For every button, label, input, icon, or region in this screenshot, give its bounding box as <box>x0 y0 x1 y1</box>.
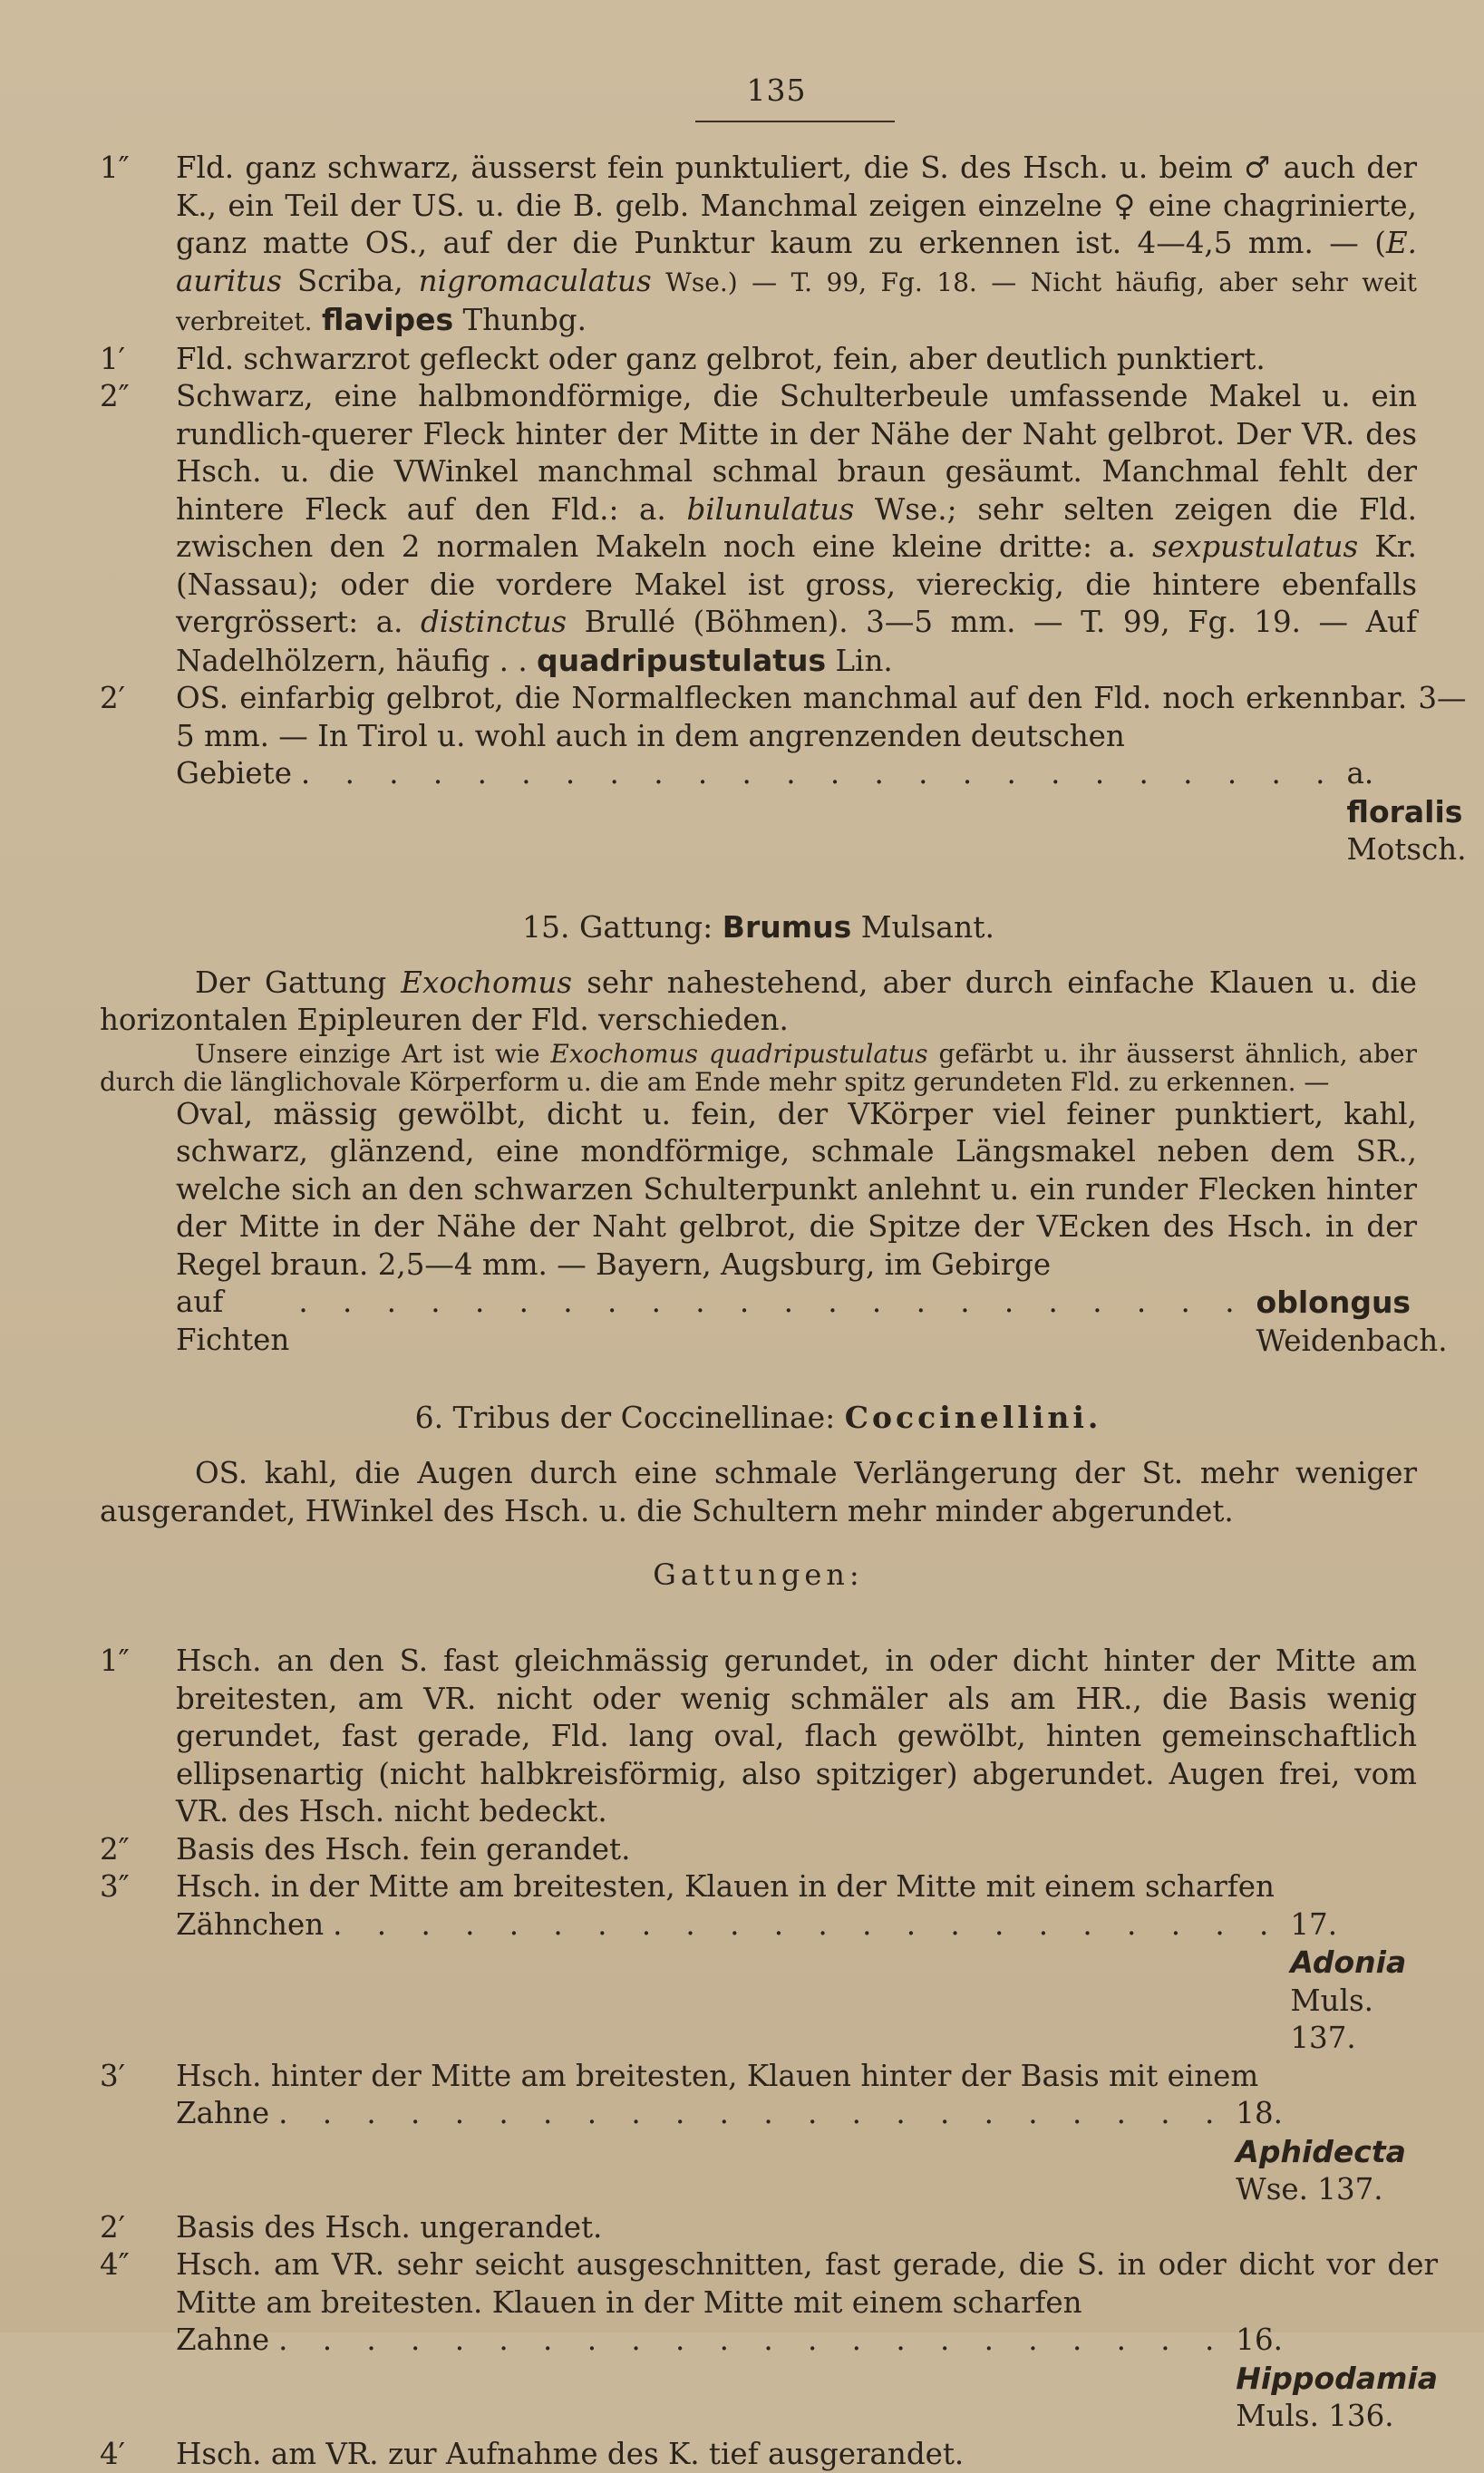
genus-key-7 <box>100 2436 1417 2473</box>
leader-dots: . . . . . . . . . . . . . . . . . . . . . . <box>278 2322 1227 2436</box>
key-entry-2 <box>100 341 1417 379</box>
key-number: 4′ <box>100 2436 176 2473</box>
key-number: 2′ <box>100 2209 176 2247</box>
key-text: Basis des Hsch. fein gerandet. <box>176 1831 1417 1869</box>
species-author: Motsch. <box>1346 832 1466 867</box>
key-number: 2′ <box>100 680 176 869</box>
species-name: oblongus <box>1256 1285 1411 1320</box>
key-text: Hsch. in der Mitte am breitesten, Klauen in der Mitte mit einem scharfen Zähnchen . . . . . . . . . . . . . . . . . . . . . . 17. Adonia Muls. 137. <box>176 1868 1417 2058</box>
key-text: Schwarz, eine halbmondförmige, die Schulterbeule umfassende Makel u. ein rundlich-querer Fleck hinter der Mitte in der Nähe der Naht gelbrot. Der VR. des Hsch. u. die VWinkel manchmal schmal braun gesäumt. Manchmal fehlt der hintere Fleck auf den Fld.: a. bilunulatus Wse.; sehr selten zeigen die Fld. zwischen den 2 normalen Makeln noch eine kleine dritte: a. sexpustulatus Kr. (Nassau); oder die vordere Makel ist gross, viereckig, die hintere ebenfalls vergrössert: a. distinctus Brullé (Böhmen). 3—5 mm. — T. 99, Fg. 19. — Auf Nadelhölzern, häufig . . quadripustulatus Lin. <box>176 378 1417 680</box>
page-number: 135 <box>136 73 1417 108</box>
genus-name: Aphidecta <box>1236 2134 1406 2169</box>
genus-key-5 <box>100 2209 1417 2247</box>
header-rule <box>695 121 895 122</box>
key-text: OS. einfarbig gelbrot, die Normalflecken manchmal auf den Fld. noch erkennbar. 3—5 mm. — In Tirol u. wohl auch in dem angrenzenden deutschen Gebiete . . . . . . . . . . . . . . . . . . . . . . . . a. floralis Motsch. <box>176 680 1467 869</box>
key-number: 1″ <box>100 150 176 341</box>
tribe-description: OS. kahl, die Augen durch eine schmale Verlängerung der St. mehr weniger ausgerandet, HWinkel des Hsch. u. die Schultern mehr minder abgerundet. <box>100 1455 1417 1530</box>
leader-dots: . . . . . . . . . . . . . . . . . . . . . . . . <box>301 755 1338 869</box>
key-text: Fld. schwarzrot gefleckt oder ganz gelbrot, fein, aber deutlich punktiert. <box>176 341 1417 379</box>
species-author: Lin. <box>835 644 892 678</box>
key-number: 2″ <box>100 1831 176 1869</box>
key-text: Hsch. hinter der Mitte am breitesten, Klauen hinter der Basis mit einem Zahne . . . . . . . . . . . . . . . . . . . . . . 18. Aphidecta Wse. 137. <box>176 2058 1417 2209</box>
genus-key-1 <box>100 1643 1417 1831</box>
genus-name: Adonia <box>1290 1944 1406 1980</box>
key-number: 3′ <box>100 2058 176 2209</box>
key-entry-4 <box>100 680 1417 869</box>
key-number: 2″ <box>100 378 176 680</box>
leader-dots: . . . . . . . . . . . . . . . . . . . . . . <box>333 1906 1281 2058</box>
leader-dots: . . . . . . . . . . . . . . . . . . . . . . <box>278 2095 1227 2209</box>
species-name: quadripustulatus <box>537 643 826 678</box>
genus-note: Unsere einzige Art ist wie Exochomus quadripustulatus gefärbt u. ihr äusserst ähnlich, aber durch die länglichovale Körperform u. die am Ende mehr spitz gerundeten Fld. zu erkennen. — <box>100 1040 1417 1096</box>
species-author: Weidenbach. <box>1256 1324 1448 1358</box>
genus-key-6 <box>100 2246 1417 2436</box>
key-text: Basis des Hsch. ungerandet. <box>176 2209 1417 2247</box>
gattungen-label: Gattungen: <box>100 1557 1417 1592</box>
tribe-heading: 6. Tribus der Coccinellinae: Coccinellini. <box>100 1400 1417 1435</box>
key-text: Hsch. am VR. zur Aufnahme des K. tief ausgerandet. <box>176 2436 1417 2473</box>
genus-key-4 <box>100 2058 1417 2209</box>
key-text: Fld. ganz schwarz, äusserst fein punktuliert, die S. des Hsch. u. beim ♂ auch der K., ein Teil der US. u. die B. gelb. Manchmal zeigen einzelne ♀ eine chagrinierte, ganz matte OS., auf der die Punktur kaum zu erkennen ist. 4—4,5 mm. — (E. auritus Scriba, nigromaculatus Wse.) — T. 99, Fg. 18. — Nicht häufig, aber sehr weit verbreitet. flavipes Thunbg. <box>176 150 1417 341</box>
genus-name: Hippodamia <box>1236 2361 1438 2396</box>
leader-dots: . . . . . . . . . . . . . . . . . . . . . . <box>298 1284 1246 1360</box>
genus-heading: 15. Gattung: Brumus Mulsant. <box>100 909 1417 945</box>
key-number: 3″ <box>100 1868 176 2058</box>
species-author: Thunbg. <box>462 303 586 337</box>
key-text: Hsch. am VR. sehr seicht ausgeschnitten, fast gerade, die S. in oder dicht vor der Mitte am breitesten. Klauen in der Mitte mit einem scharfen Zahne . . . . . . . . . . . . . . . . . . . . . . 16. Hippodamia Muls. 136. <box>176 2246 1438 2436</box>
species-description: Oval, mässig gewölbt, dicht u. fein, der VKörper viel feiner punktiert, kahl, schwarz, glänzend, eine mondförmige, schmale Längsmakel neben dem SR., welche sich an den schwarzen Schulterpunkt anlehnt u. ein runder Flecken hinter der Mitte in der Nähe der Naht gelbrot, die Spitze der VEcken des Hsch. in der Regel braun. 2,5—4 mm. — Bayern, Augsburg, im Gebirge auf Fichten . . . . . . . . . . . . . . . . . . . . . . oblongus Weidenbach. <box>100 1096 1417 1361</box>
key-entry-1 <box>100 150 1417 341</box>
genus-description: Der Gattung Exochomus sehr nahestehend, aber durch einfache Klauen u. die horizontalen Epipleuren der Fld. verschieden. <box>100 965 1417 1040</box>
species-name: flavipes <box>322 302 453 337</box>
key-text: Hsch. an den S. fast gleichmässig gerundet, in oder dicht hinter der Mitte am breitesten, am VR. nicht oder wenig schmäler als am HR., die Basis wenig gerundet, fast gerade, Fld. lang oval, flach gewölbt, hinten gemeinschaftlich ellipsenartig (nicht halbkreisförmig, also spitziger) abgerundet. Augen frei, vom VR. des Hsch. nicht bedeckt. <box>176 1643 1417 1831</box>
key-number: 1′ <box>100 341 176 379</box>
genus-key-3 <box>100 1868 1417 2058</box>
key-number: 4″ <box>100 2246 176 2436</box>
genus-key-2 <box>100 1831 1417 1869</box>
species-name: floralis <box>1346 794 1462 829</box>
key-number: 1″ <box>100 1643 176 1831</box>
key-entry-3 <box>100 378 1417 680</box>
